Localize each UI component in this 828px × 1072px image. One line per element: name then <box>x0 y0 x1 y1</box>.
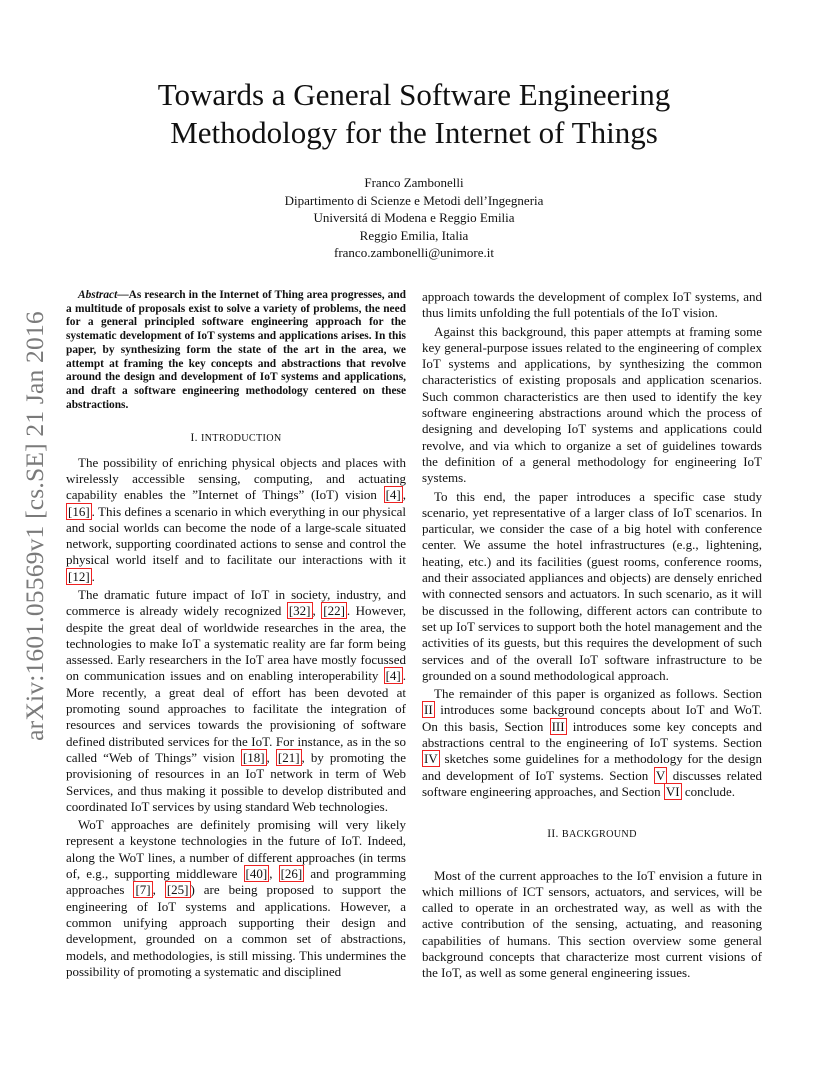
title-line-2: Methodology for the Internet of Things <box>170 115 658 150</box>
text-run: . This defines a scenario in which everything in our physical and social worlds can become the node of a large-scale situated network, supporting coordinated actions to sense and control the physical world itself and to facilitate our interactions with it <box>66 503 406 568</box>
citation-link[interactable]: [22] <box>323 603 345 619</box>
text-run: The possibility of enriching physical objects and places with wirelessly accessible sensing, computing, and actuating capability enables the ”Internet of Things” (IoT) vision <box>66 454 406 503</box>
section-number: II. <box>547 828 559 841</box>
background-paragraph-1: Most of the current approaches to the IoT envision a future in which millions of ICT sensors, actuators, and services, will be called to operate in an orchestrated way, as well as with the active contribution of the sensing, actuating, and reasoning capabilities of humans. This section overview some general background concepts that characterize most current visions of the IoT, as well as some general engineering issues. <box>422 867 762 981</box>
author-city: Reggio Emilia, Italia <box>359 227 469 243</box>
citation-link[interactable]: [4] <box>385 668 401 684</box>
section-link[interactable]: VI <box>665 783 680 799</box>
text-run: , <box>402 487 406 503</box>
abstract-text: —As research in the Internet of Thing area progresses, and a multitude of proposals exist to solve a variety of problems, the need for a general principled software engineering approach for the systematic development of IoT systems and applications arises. In this paper, by synthesizing form the state of the art in the area, we attempt at framing the key concepts and abstractions that revolve around the design and development of IoT systems and applications, and draft a software engineering methodology centered on these abstractions. <box>66 289 406 411</box>
section-link[interactable]: V <box>655 767 666 783</box>
intro-paragraph-6 <box>422 686 762 800</box>
citation-link[interactable]: [4] <box>385 487 401 503</box>
section-link[interactable]: III <box>551 718 565 734</box>
text-run: discusses related software engineering approaches, and Section <box>422 767 762 799</box>
section-title: INTRODUCTION <box>200 433 282 445</box>
author-univ: Universitá di Modena e Reggio Emilia <box>313 210 515 225</box>
left-column <box>66 289 406 982</box>
text-run: The remainder of this paper is organized as follows. Section <box>434 686 762 702</box>
section-link[interactable]: II <box>424 702 433 718</box>
author-dept: Dipartimento di Scienze e Metodi dell’Ingegneria <box>284 192 544 208</box>
citation-link[interactable]: [21] <box>277 749 300 765</box>
text-run: , <box>152 882 165 898</box>
citation-link[interactable]: [26] <box>280 866 303 882</box>
text-run: WoT approaches are definitely promising will very likely represent a keystone technologies in the future of IoT. Indeed, along the WoT lines, a number of different approaches (in terms of, e.g., supporting middleware <box>66 817 406 882</box>
text-run: The dramatic future impact of IoT in society, industry, and commerce is already widely recognized <box>66 587 406 619</box>
text-run: . However, despite the great deal of worldwide researches in the area, the technologies to make IoT a systematic reality are far form being assessed. Early researchers in the IoT area have mostly focussed on communication issues and on enabling interoperability <box>66 603 407 684</box>
citation-link[interactable]: [32] <box>288 603 311 619</box>
title-line-1: Towards a General Software Engineering <box>157 77 671 112</box>
intro-paragraph-5: To this end, the paper introduces a specific case study scenario, yet representative of a larger class of IoT scenarios. In particular, we consider the case of a big hotel with conference center. We assume the hotel infrastructures (e.g., lightening, heating, etc.) and its facilities (guest rooms, conference rooms, and their associated appliances and objects) are densely enriched with connected sensors and actuators. In such scenario, as it will be discussed in the following, different actors can contribute to set up IoT services to support both the hotel management and the activities of its guests, but this requires the development of such services and of the overall IoT software infrastructure to be grounded on a sound methodological approach. <box>422 488 762 683</box>
citation-link[interactable]: [25] <box>166 882 189 898</box>
text-run: , <box>266 749 276 765</box>
text-run: , <box>269 866 279 882</box>
intro-paragraph-3 <box>66 817 406 980</box>
citation-link[interactable]: [18] <box>242 749 265 765</box>
text-run: . <box>91 568 95 584</box>
author-name: Franco Zambonelli <box>364 175 464 190</box>
paper-title <box>0 76 828 152</box>
text-run: . More recently, a great deal of effort has been devoted at promoting sound approaches to facilitate the integration of resources and services towards the provisioning of software defined distributed services for the IoT. For instance, as in the so called “Web of Things” vision <box>66 668 406 765</box>
arxiv-sidebar <box>20 296 50 756</box>
abstract <box>66 289 406 412</box>
citation-link[interactable]: [7] <box>135 882 151 898</box>
intro-paragraph-4: Against this background, this paper attempts at framing some key general-purpose issues related to the engineering of complex IoT systems and applications, by synthesizing the common characteristics of existing proposals and application scenarios. Such common characteristics are then used to identify the key software engineering abstractions around which the process of designing and developing IoT systems and applications could revolve, and via which to organize a set of guidelines towards the definition of a general methodology for engineering IoT systems. <box>422 323 762 486</box>
abstract-label: Abstract <box>78 289 118 301</box>
author-email: franco.zambonelli@unimore.it <box>334 245 494 260</box>
section-heading-background <box>422 826 762 843</box>
text-run: introduces some background concepts about IoT and WoT. On this basis, Section <box>422 702 762 734</box>
section-link[interactable]: IV <box>424 751 438 767</box>
arxiv-id: arXiv:1601.05569v1 [cs.SE] 21 Jan 2016 <box>20 311 49 741</box>
author-block <box>0 174 828 262</box>
text-run: and programming approaches <box>66 866 407 898</box>
citation-link[interactable]: [40] <box>245 866 268 882</box>
right-column <box>422 289 762 984</box>
text-run: sketches some guidelines for a methodology for the design and development of IoT systems. Section <box>422 751 762 783</box>
intro-paragraph-1 <box>66 455 406 585</box>
text-run: , by promoting the provisioning of resources in an IoT network in term of Web Services, and thus making it possible to develop distributed and coordinated IoT services by using standard Web technologies. <box>66 749 407 814</box>
citation-link[interactable]: [16] <box>68 503 90 519</box>
text-run: introduces some key concepts and abstractions central to the engineering of IoT systems. Section <box>422 718 762 751</box>
text-run: ) are being proposed to support the engineering of IoT systems and applications. However, a common unifying approach supporting their design and development, grounded on a common set of abstractions, models, and methodologies, is still missing. This undermines the possibility of promoting a systematic and disciplined <box>66 882 407 979</box>
text-run: , <box>312 603 322 619</box>
section-title: BACKGROUND <box>561 829 637 841</box>
intro-paragraph-continued: approach towards the development of complex IoT systems, and thus limits unfolding the full potentials of the IoT vision. <box>422 289 762 321</box>
section-number: I. <box>190 432 198 445</box>
section-heading-introduction <box>66 430 406 447</box>
text-run: conclude. <box>681 783 735 799</box>
citation-link[interactable]: [12] <box>68 568 90 584</box>
intro-paragraph-2 <box>66 587 406 815</box>
